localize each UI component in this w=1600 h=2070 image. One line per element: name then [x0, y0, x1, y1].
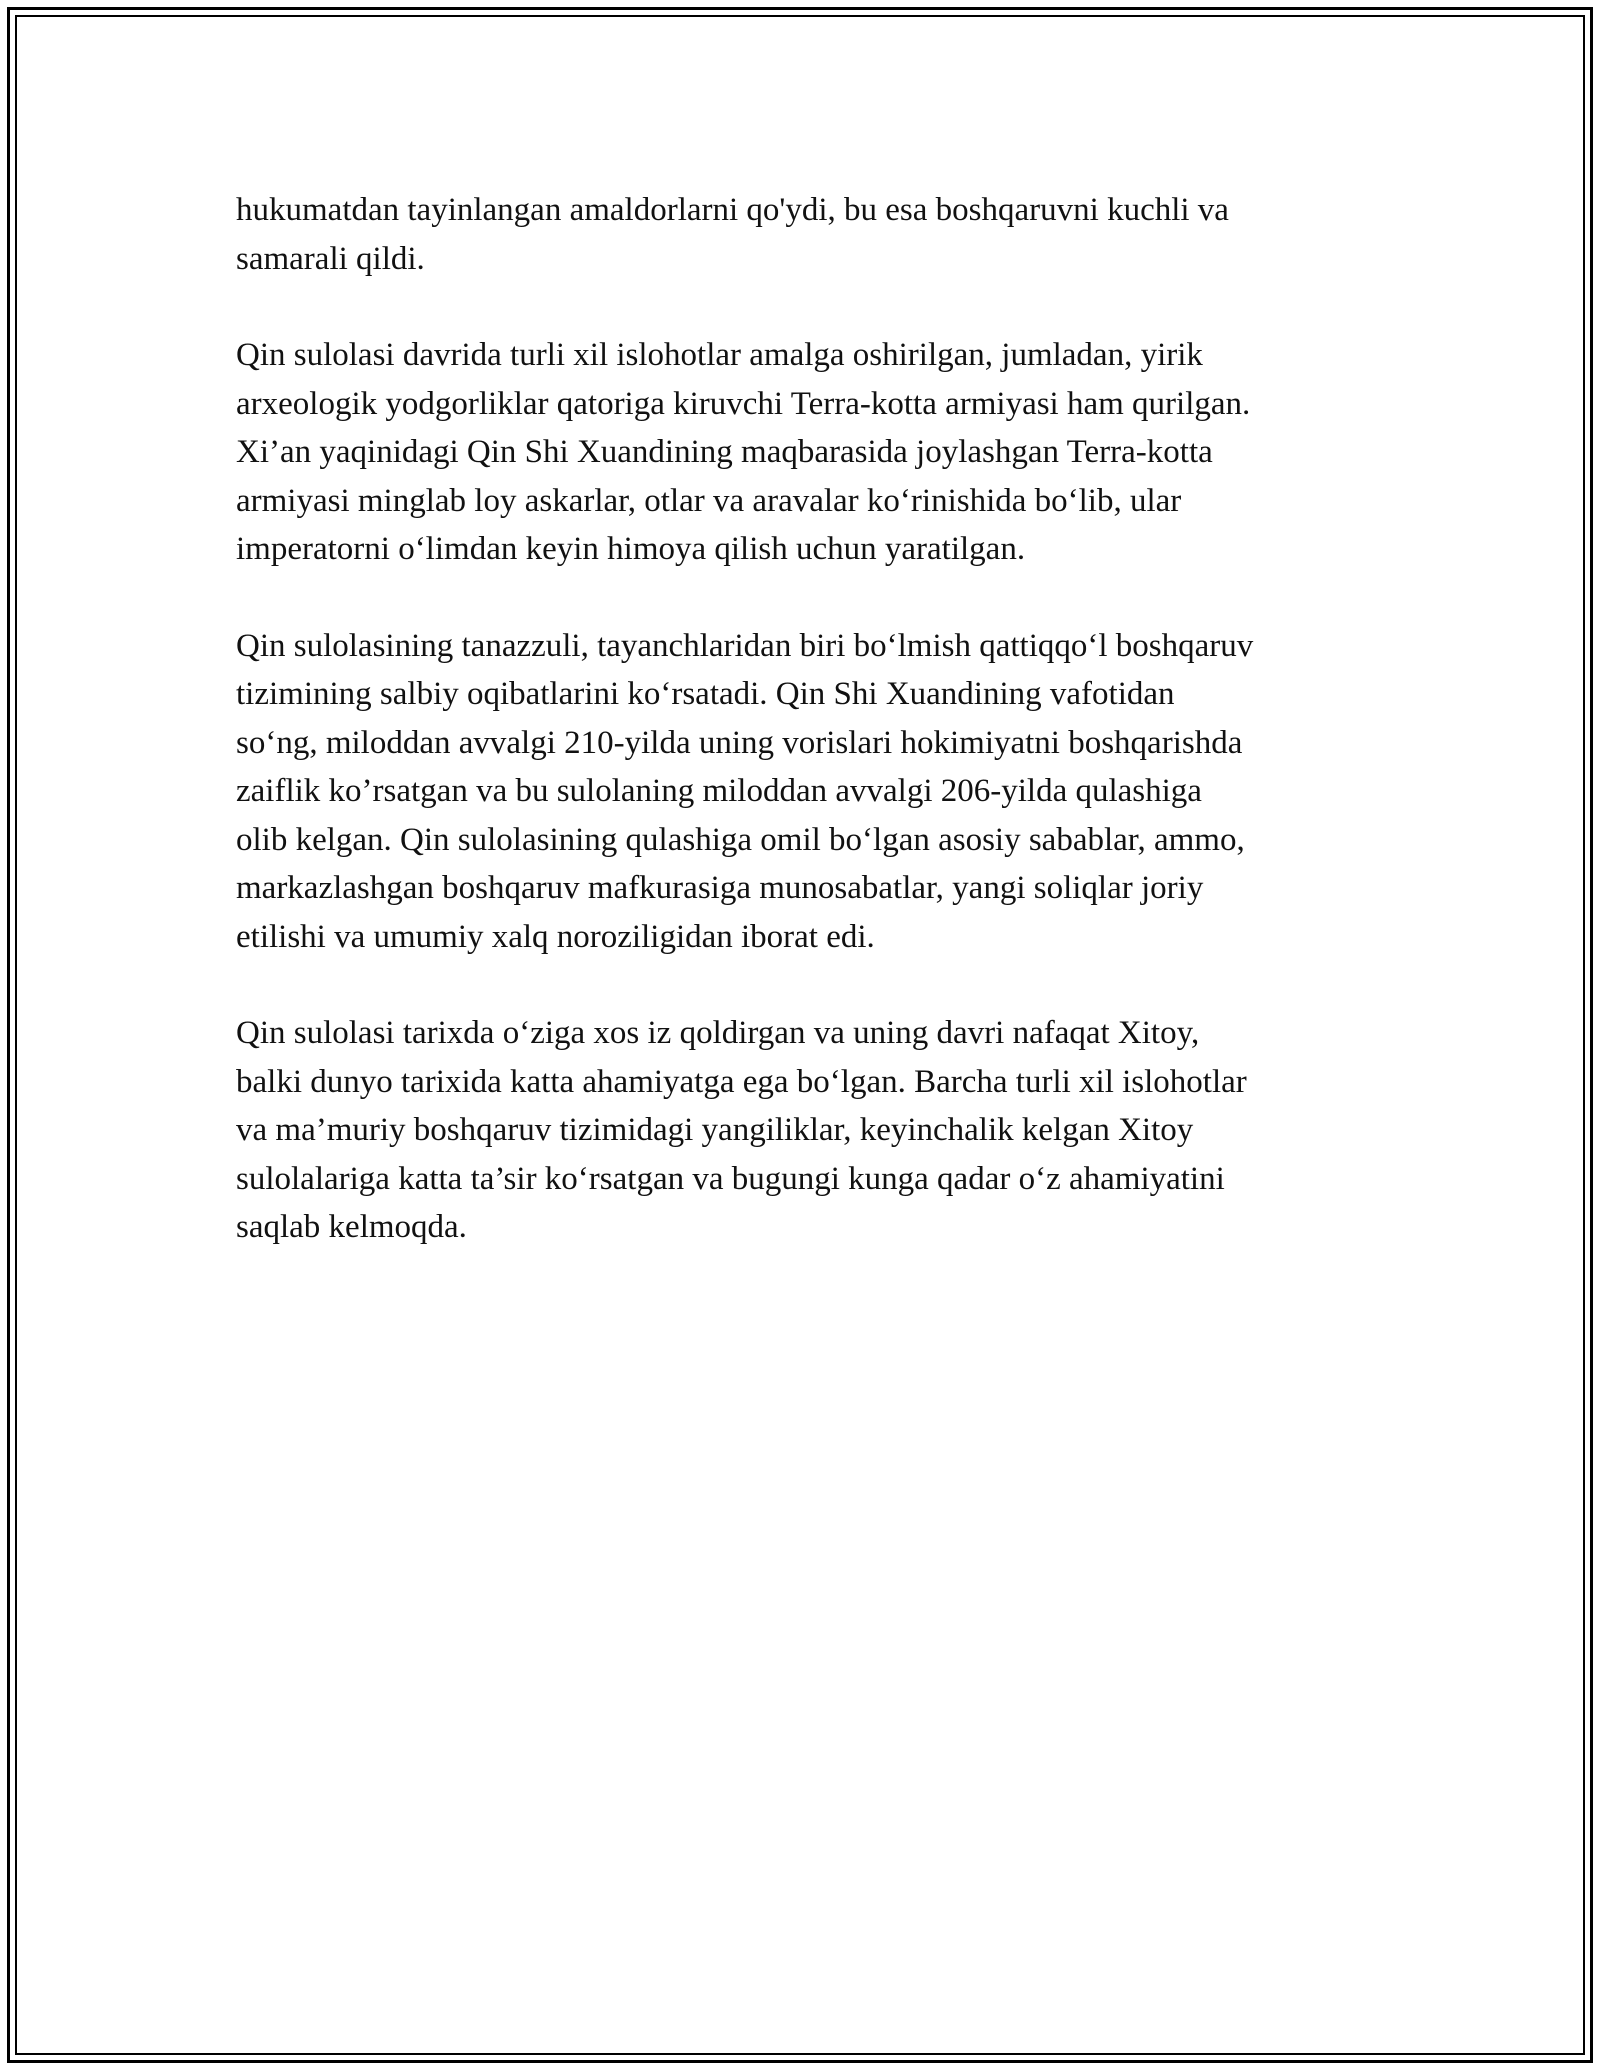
document-body	[236, 186, 1376, 1300]
paragraph-2: Qin sulolasi davrida turli xil islohotlar amalga oshirilgan, jumladan, yirik arxeologik yodgorliklar qatoriga kiruvchi Terra-kotta armiyasi ham qurilgan. Xi’an yaqinidagi Qin Shi Xuandining maqbarasida joylashgan Terra-kotta armiyasi minglab loy askarlar, otlar va aravalar koʻrinishida boʻlib, ular imperatorni oʻlimdan keyin himoya qilish uchun yaratilgan.	[236, 337, 1251, 567]
paragraph-4: Qin sulolasi tarixda oʻziga xos iz qoldirgan va uning davri nafaqat Xitoy, balki dunyo tarixida katta ahamiyatga ega boʻlgan. Barcha turli xil islohotlar va ma’muriy boshqaruv tizimidagi yangiliklar, keyinchalik kelgan Xitoy sulolalariga katta ta’sir koʻrsatgan va bugungi kunga qadar oʻz ahamiyatini saqlab kelmoqda.	[236, 1015, 1247, 1245]
paragraph-1: hukumatdan tayinlangan amaldorlarni qo'ydi, bu esa boshqaruvni kuchli va samarali qildi.	[236, 192, 1229, 277]
paragraph-3: Qin sulolasining tanazzuli, tayanchlaridan biri boʻlmish qattiqqoʻl boshqaruv tizimining salbiy oqibatlarini koʻrsatadi. Qin Shi Xuandining vafotidan soʻng, miloddan avvalgi 210-yilda uning vorislari hokimiyatni boshqarishda zaiflik ko’rsatgan va bu sulolaning miloddan avvalgi 206-yilda qulashiga olib kelgan. Qin sulolasining qulashiga omil boʻlgan asosiy sabablar, ammo, markazlashgan boshqaruv mafkurasiga munosabatlar, yangi soliqlar joriy etilishi va umumiy xalq noroziligidan iborat edi.	[236, 627, 1254, 955]
